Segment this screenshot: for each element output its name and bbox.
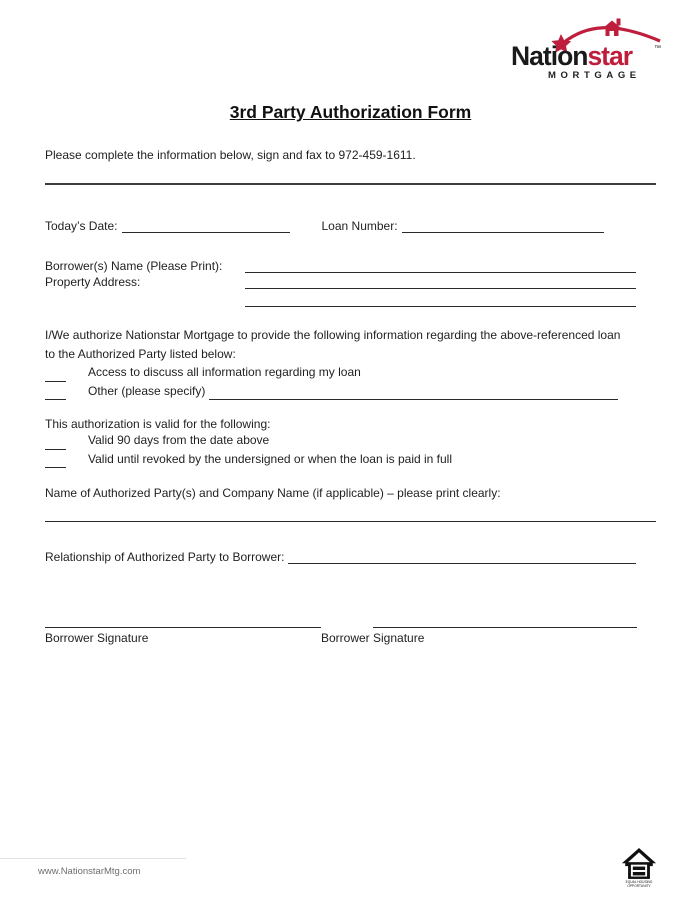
date-loan-row	[45, 218, 656, 233]
validity-revoked-check-blank[interactable]	[45, 454, 66, 468]
property-address-blank-2[interactable]	[245, 292, 636, 307]
borrower-name-row	[45, 258, 636, 273]
borrower-signature-label-left: Borrower Signature	[45, 631, 149, 645]
signature-blanks-row	[45, 614, 656, 628]
svg-text:Nationstar	[511, 41, 633, 71]
auth-access-check-blank[interactable]	[45, 368, 66, 382]
equal-housing-opportunity-icon	[620, 846, 658, 890]
validity-90days-option-label: Valid 90 days from the date above	[88, 433, 270, 447]
relationship-label: Relationship of Authorized Party to Borrower:	[45, 550, 285, 564]
intro-instructions: Please complete the information below, sign and fax to 972-459-1611.	[45, 148, 416, 162]
loan-number-label: Loan Number:	[321, 219, 398, 233]
section-divider	[45, 183, 656, 185]
relationship-row	[45, 549, 636, 564]
borrower-signature-label-right: Borrower Signature	[321, 631, 425, 645]
eho-caption-line1: EQUAL HOUSING	[625, 880, 653, 885]
auth-access-option-label: Access to discuss all information regarding my loan	[88, 365, 361, 379]
todays-date-blank[interactable]	[122, 218, 290, 233]
auth-other-option-label: Other (please specify)	[88, 383, 206, 398]
footer-divider	[0, 858, 186, 859]
todays-date-label: Today’s Date:	[45, 219, 118, 233]
borrower-name-blank[interactable]	[245, 258, 636, 273]
logo-text-star: star	[587, 41, 633, 71]
borrower-signature-blank-right[interactable]	[373, 614, 637, 628]
authorization-paragraph: I/We authorize Nationstar Mortgage to provide the following information regarding the above-referenced loan to the Authorized Party listed below:	[45, 328, 621, 361]
validity-90days-check-blank[interactable]	[45, 436, 66, 450]
validity-option-row-revoked	[45, 450, 656, 469]
eho-caption-line2: OPPORTUNITY	[627, 884, 651, 888]
spacer	[321, 614, 373, 628]
relationship-blank[interactable]	[288, 549, 636, 564]
signature-labels-row	[45, 631, 656, 645]
property-address-row-2	[45, 292, 636, 307]
validity-option-row-90days	[45, 431, 656, 450]
logo-subtitle-mortgage: MORTGAGE	[548, 70, 641, 81]
loan-number-blank[interactable]	[402, 218, 604, 233]
auth-option-row-access	[45, 363, 656, 382]
auth-other-specify-blank[interactable]	[209, 386, 618, 400]
auth-other-check-blank[interactable]	[45, 386, 66, 400]
property-address-blank-1[interactable]	[245, 274, 636, 289]
logo-text-nation: Nation	[511, 41, 588, 71]
validity-intro: This authorization is valid for the following:	[45, 417, 271, 431]
nationstar-mortgage-logo	[511, 16, 661, 82]
borrower-name-label: Borrower(s) Name (Please Print):	[45, 259, 223, 273]
validity-revoked-option-label: Valid until revoked by the undersigned or when the loan is paid in full	[88, 451, 453, 466]
authorized-party-label: Name of Authorized Party(s) and Company Name (if applicable) – please print clearly:	[45, 486, 501, 500]
logo-trademark: ™	[654, 45, 661, 52]
page-title: 3rd Party Authorization Form	[229, 102, 472, 122]
logo-house-icon	[602, 19, 622, 37]
borrower-signature-blank-left[interactable]	[45, 614, 321, 628]
property-address-row	[45, 274, 636, 289]
footer-url: www.NationstarMtg.com	[38, 866, 141, 877]
auth-option-row-other	[45, 382, 618, 401]
authorized-party-blank[interactable]	[45, 521, 656, 522]
property-address-label: Property Address:	[45, 275, 141, 289]
